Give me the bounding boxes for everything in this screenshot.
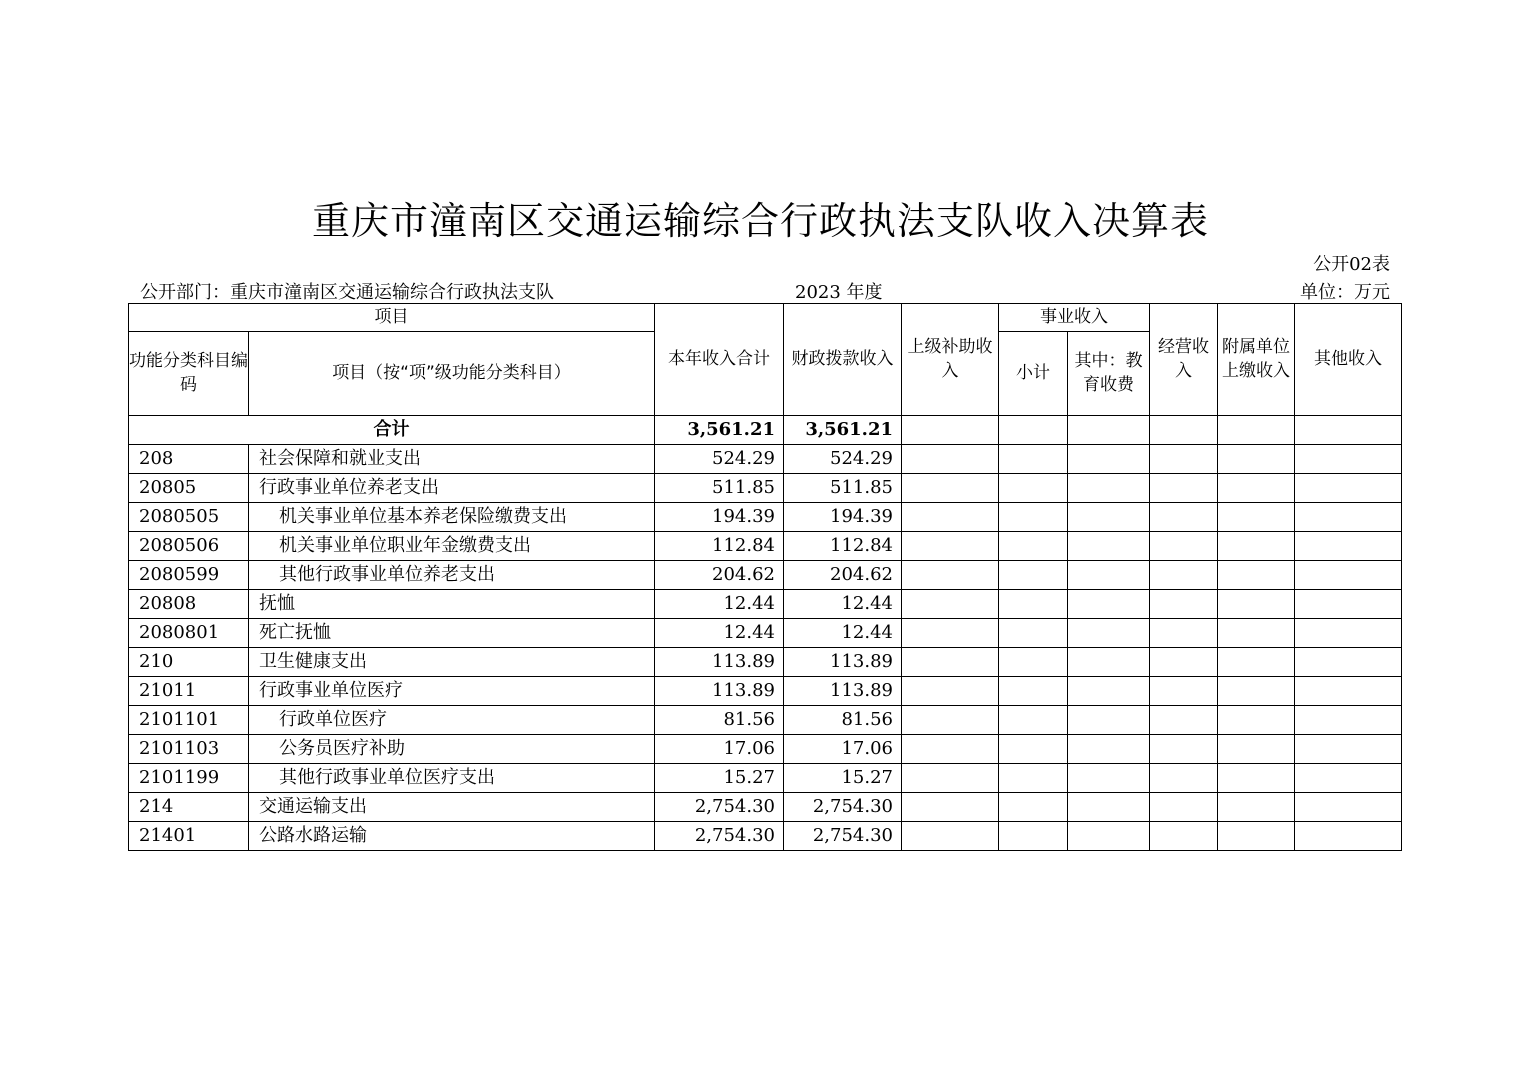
row-name: 公务员医疗补助 [249, 735, 655, 764]
header-business-group: 事业收入 [999, 304, 1150, 332]
row-operating [1150, 474, 1218, 503]
row-fiscal: 2,754.30 [784, 793, 902, 822]
table-row [129, 822, 1402, 851]
row-superior [902, 706, 999, 735]
row-education [1068, 474, 1150, 503]
row-total-income: 2,754.30 [655, 793, 784, 822]
total-label: 合计 [129, 416, 655, 445]
row-operating [1150, 706, 1218, 735]
row-affiliated [1218, 706, 1295, 735]
row-fiscal: 112.84 [784, 532, 902, 561]
row-subtotal [999, 648, 1068, 677]
row-fiscal: 511.85 [784, 474, 902, 503]
row-subtotal [999, 474, 1068, 503]
table-row [129, 648, 1402, 677]
row-name: 公路水路运输 [249, 822, 655, 851]
row-code: 210 [129, 648, 249, 677]
row-subtotal [999, 706, 1068, 735]
row-subtotal [999, 764, 1068, 793]
total-row [129, 416, 1402, 445]
row-code: 21011 [129, 677, 249, 706]
table-row [129, 619, 1402, 648]
row-operating [1150, 561, 1218, 590]
row-subtotal [999, 532, 1068, 561]
row-other [1295, 532, 1402, 561]
row-superior [902, 619, 999, 648]
row-other [1295, 561, 1402, 590]
row-operating [1150, 677, 1218, 706]
row-fiscal: 12.44 [784, 619, 902, 648]
row-operating [1150, 764, 1218, 793]
row-subtotal [999, 793, 1068, 822]
row-education [1068, 648, 1150, 677]
row-subtotal [999, 590, 1068, 619]
row-operating [1150, 619, 1218, 648]
table-row [129, 503, 1402, 532]
row-education [1068, 677, 1150, 706]
row-affiliated [1218, 503, 1295, 532]
row-affiliated [1218, 532, 1295, 561]
row-fiscal: 113.89 [784, 677, 902, 706]
row-subtotal [999, 561, 1068, 590]
row-total-income: 17.06 [655, 735, 784, 764]
total-other-cell [1295, 416, 1402, 445]
row-affiliated [1218, 474, 1295, 503]
row-fiscal: 15.27 [784, 764, 902, 793]
row-name: 死亡抚恤 [249, 619, 655, 648]
table-row [129, 735, 1402, 764]
row-name: 交通运输支出 [249, 793, 655, 822]
row-code: 208 [129, 445, 249, 474]
row-name: 卫生健康支出 [249, 648, 655, 677]
department-label: 公开部门：重庆市潼南区交通运输综合行政执法支队 [140, 282, 554, 303]
row-other [1295, 445, 1402, 474]
row-superior [902, 793, 999, 822]
row-other [1295, 590, 1402, 619]
row-education [1068, 793, 1150, 822]
row-code: 214 [129, 793, 249, 822]
total-income-value: 3,561.21 [655, 416, 784, 445]
row-fiscal: 204.62 [784, 561, 902, 590]
row-total-income: 12.44 [655, 619, 784, 648]
row-name: 行政事业单位医疗 [249, 677, 655, 706]
row-other [1295, 793, 1402, 822]
row-code: 2101103 [129, 735, 249, 764]
row-fiscal: 2,754.30 [784, 822, 902, 851]
row-other [1295, 764, 1402, 793]
header-affiliated: 附属单位上缴收入 [1218, 304, 1295, 416]
fiscal-year: 2023 年度 [795, 282, 883, 303]
table-row [129, 532, 1402, 561]
row-operating [1150, 648, 1218, 677]
row-other [1295, 503, 1402, 532]
row-affiliated [1218, 648, 1295, 677]
row-name: 其他行政事业单位养老支出 [249, 561, 655, 590]
header-total-income: 本年收入合计 [655, 304, 784, 416]
row-operating [1150, 793, 1218, 822]
row-education [1068, 619, 1150, 648]
row-other [1295, 648, 1402, 677]
total-fiscal-value: 3,561.21 [784, 416, 902, 445]
row-superior [902, 445, 999, 474]
row-total-income: 113.89 [655, 648, 784, 677]
header-superior: 上级补助收入 [902, 304, 999, 416]
row-total-income: 2,754.30 [655, 822, 784, 851]
row-other [1295, 677, 1402, 706]
header-operating: 经营收入 [1150, 304, 1218, 416]
row-total-income: 204.62 [655, 561, 784, 590]
row-fiscal: 524.29 [784, 445, 902, 474]
row-name: 其他行政事业单位医疗支出 [249, 764, 655, 793]
row-affiliated [1218, 677, 1295, 706]
row-subtotal [999, 822, 1068, 851]
row-name: 机关事业单位职业年金缴费支出 [249, 532, 655, 561]
table-number: 公开02表 [1313, 254, 1390, 275]
report-title: 重庆市潼南区交通运输综合行政执法支队收入决算表 [311, 199, 1209, 243]
total-superior-cell [902, 416, 999, 445]
unit-label: 单位：万元 [1300, 282, 1390, 303]
row-affiliated [1218, 764, 1295, 793]
row-total-income: 511.85 [655, 474, 784, 503]
row-other [1295, 735, 1402, 764]
table-row [129, 677, 1402, 706]
total-education-cell [1068, 416, 1150, 445]
header-name: 项目（按“项”级功能分类科目） [249, 332, 655, 416]
row-subtotal [999, 503, 1068, 532]
row-name: 行政单位医疗 [249, 706, 655, 735]
income-table [128, 303, 1402, 851]
row-education [1068, 561, 1150, 590]
header-other: 其他收入 [1295, 304, 1402, 416]
row-total-income: 81.56 [655, 706, 784, 735]
table-row [129, 706, 1402, 735]
row-superior [902, 590, 999, 619]
row-education [1068, 503, 1150, 532]
row-fiscal: 17.06 [784, 735, 902, 764]
row-operating [1150, 590, 1218, 619]
row-superior [902, 735, 999, 764]
row-superior [902, 532, 999, 561]
row-name: 社会保障和就业支出 [249, 445, 655, 474]
row-code: 2080506 [129, 532, 249, 561]
row-total-income: 194.39 [655, 503, 784, 532]
row-education [1068, 764, 1150, 793]
row-code: 2080801 [129, 619, 249, 648]
row-affiliated [1218, 590, 1295, 619]
total-operating-cell [1150, 416, 1218, 445]
table-row [129, 445, 1402, 474]
row-superior [902, 822, 999, 851]
row-total-income: 524.29 [655, 445, 784, 474]
row-education [1068, 735, 1150, 764]
row-subtotal [999, 445, 1068, 474]
total-subtotal-cell [999, 416, 1068, 445]
row-operating [1150, 532, 1218, 561]
row-affiliated [1218, 822, 1295, 851]
table-row [129, 764, 1402, 793]
row-superior [902, 503, 999, 532]
row-code: 2080599 [129, 561, 249, 590]
row-total-income: 112.84 [655, 532, 784, 561]
row-affiliated [1218, 735, 1295, 764]
row-total-income: 15.27 [655, 764, 784, 793]
row-operating [1150, 445, 1218, 474]
table-row [129, 793, 1402, 822]
row-affiliated [1218, 619, 1295, 648]
row-code: 20808 [129, 590, 249, 619]
header-item-group: 项目 [129, 304, 655, 332]
table-row [129, 474, 1402, 503]
row-other [1295, 706, 1402, 735]
row-education [1068, 590, 1150, 619]
row-superior [902, 648, 999, 677]
row-education [1068, 445, 1150, 474]
row-code: 21401 [129, 822, 249, 851]
row-code: 2101101 [129, 706, 249, 735]
row-code: 2101199 [129, 764, 249, 793]
row-subtotal [999, 619, 1068, 648]
row-operating [1150, 822, 1218, 851]
row-other [1295, 474, 1402, 503]
row-affiliated [1218, 561, 1295, 590]
total-affiliated-cell [1218, 416, 1295, 445]
table-row [129, 590, 1402, 619]
row-subtotal [999, 735, 1068, 764]
row-code: 20805 [129, 474, 249, 503]
row-name: 抚恤 [249, 590, 655, 619]
row-education [1068, 706, 1150, 735]
row-affiliated [1218, 793, 1295, 822]
row-affiliated [1218, 445, 1295, 474]
row-other [1295, 619, 1402, 648]
row-operating [1150, 735, 1218, 764]
row-name: 机关事业单位基本养老保险缴费支出 [249, 503, 655, 532]
row-fiscal: 81.56 [784, 706, 902, 735]
row-name: 行政事业单位养老支出 [249, 474, 655, 503]
header-code: 功能分类科目编码 [129, 332, 249, 416]
row-fiscal: 12.44 [784, 590, 902, 619]
row-superior [902, 561, 999, 590]
row-fiscal: 113.89 [784, 648, 902, 677]
header-education: 其中：教育收费 [1068, 332, 1150, 416]
row-superior [902, 474, 999, 503]
row-subtotal [999, 677, 1068, 706]
row-total-income: 12.44 [655, 590, 784, 619]
row-superior [902, 764, 999, 793]
row-education [1068, 532, 1150, 561]
row-operating [1150, 503, 1218, 532]
row-fiscal: 194.39 [784, 503, 902, 532]
row-total-income: 113.89 [655, 677, 784, 706]
row-superior [902, 677, 999, 706]
row-code: 2080505 [129, 503, 249, 532]
header-fiscal: 财政拨款收入 [784, 304, 902, 416]
header-subtotal: 小计 [999, 332, 1068, 416]
row-education [1068, 822, 1150, 851]
row-other [1295, 822, 1402, 851]
table-row [129, 561, 1402, 590]
